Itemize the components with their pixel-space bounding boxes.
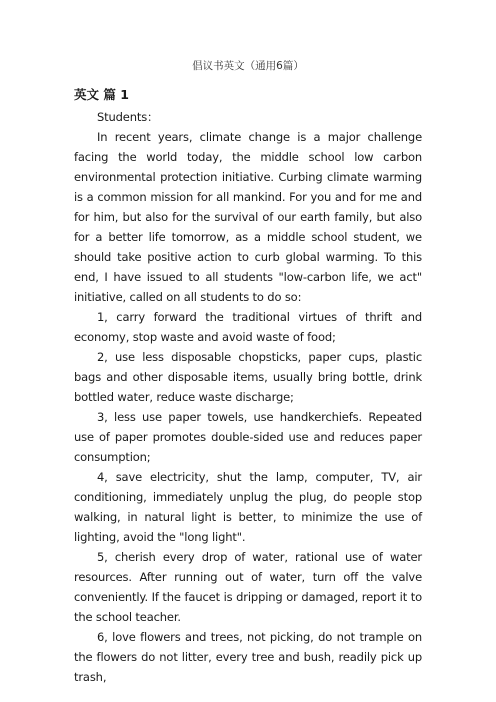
salutation: Students： [97,110,159,124]
paragraph-item-3: 3, less use paper towels, use handkerchiefs. Repeated use of paper promotes double-sided use and reduces paper consumption; [74,410,422,464]
document-title: 倡议书英文（通用6篇） [192,60,304,72]
paragraph-item-1: 1, carry forward the traditional virtues of thrift and economy, stop waste and avoid waste of food; [74,310,422,344]
paragraph-item-5: 5, cherish every drop of water, rational use of water resources. After running out of water, turn off the valve conveniently. If the faucet is dripping or damaged, report it to the school teacher. [74,550,422,624]
document-body [74,107,422,687]
paragraph-item-4: 4, save electricity, shut the lamp, computer, TV, air conditioning, immediately unplug the plug, do people stop walking, in natural light is better, to minimize the use of lighting, avoid the "long light". [74,470,422,544]
paragraph-item-2: 2, use less disposable chopsticks, paper cups, plastic bags and other disposable items, usually bring bottle, drink bottled water, reduce waste discharge; [74,350,422,404]
paragraph-intro: In recent years, climate change is a major challenge facing the world today, the middle school low carbon environmental protection initiative. Curbing climate warming is a common mission for all mankind. For you and for me and for him, but also for the survival of our earth family, but also for a better life tomorrow, as a middle school student, we should take positive action to curb global warming. To this end, I have issued to all students "low-carbon life, we act" initiative, called on all students to do so: [74,130,422,304]
paragraph-item-6: 6, love flowers and trees, not picking, do not trample on the flowers do not litter, every tree and bush, readily pick up trash, [74,630,422,684]
section-heading: 英文 篇 1 [74,87,129,102]
